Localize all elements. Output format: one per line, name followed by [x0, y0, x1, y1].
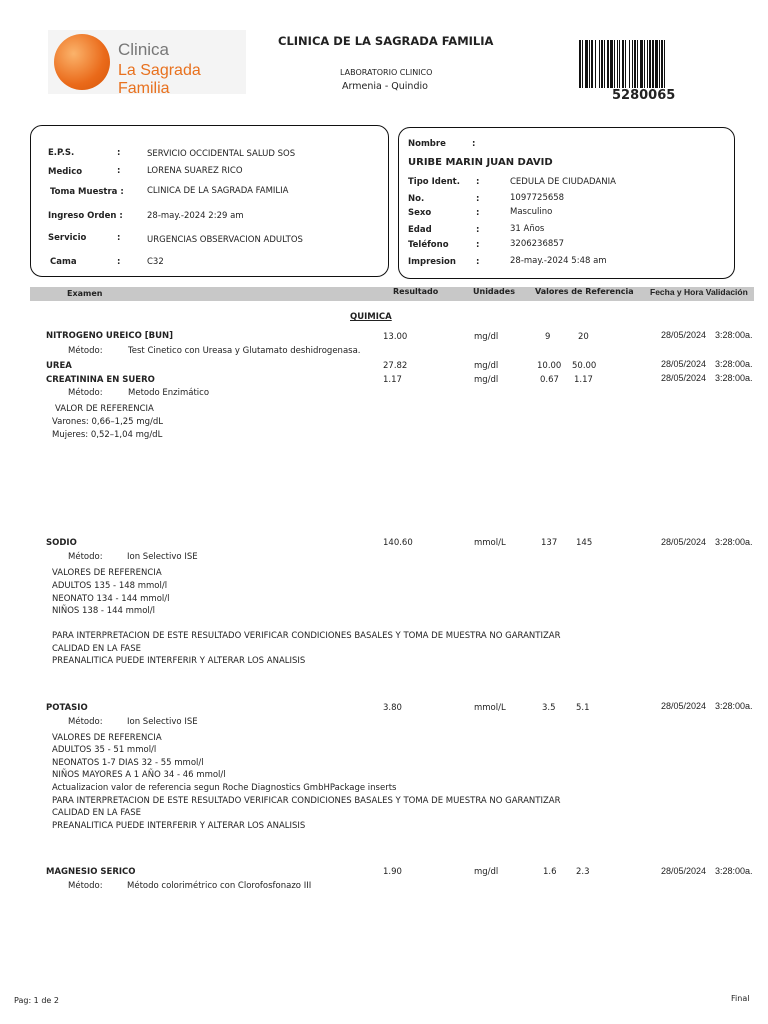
colon: :	[472, 139, 476, 149]
report-title: CLINICA DE LA SAGRADA FAMILIA	[278, 34, 494, 48]
test-crea-note: VALOR DE REFERENCIA	[55, 404, 154, 414]
test-sodio-note: VALORES DE REFERENCIA	[52, 568, 162, 578]
medico-label: Medico	[48, 167, 83, 177]
test-bun-result: 13.00	[383, 332, 408, 342]
eps-label: E.P.S.	[48, 148, 75, 158]
method-label: Método:	[68, 717, 103, 727]
test-bun-name: NITROGENO UREICO [BUN]	[46, 331, 174, 341]
lab-subtitle: LABORATORIO CLINICO	[340, 68, 433, 77]
test-bun-unit: mg/dl	[474, 332, 499, 342]
test-crea-date: 28/05/2024	[661, 373, 707, 383]
test-sodio-note: PREANALITICA PUEDE INTERFERIR Y ALTERAR LOS ANALISIS	[52, 656, 306, 666]
test-potasio-ref-high: 5.1	[576, 703, 590, 713]
test-sodio-ref-high: 145	[576, 538, 593, 548]
tipo-value: CEDULA DE CIUDADANIA	[510, 177, 616, 187]
tipo-label: Tipo Ident.	[408, 177, 460, 187]
test-urea-time: 3:28:00a.	[715, 359, 753, 369]
test-magnesio-method: Método colorimétrico con Clorofosfonazo III	[127, 881, 312, 891]
no-label: No.	[408, 194, 425, 204]
test-crea-ref-low: 0.67	[540, 375, 559, 385]
test-crea-note: Varones: 0,66–1,25 mg/dL	[52, 417, 163, 427]
colon: :	[476, 240, 480, 250]
method-label: Método:	[68, 552, 103, 562]
impresion-label: Impresion	[408, 257, 456, 267]
test-potasio-result: 3.80	[383, 703, 402, 713]
patient-name: URIBE MARIN JUAN DAVID	[408, 157, 553, 168]
section-quimica: QUIMICA	[350, 312, 392, 322]
colon: :	[476, 194, 480, 204]
test-magnesio-unit: mg/dl	[474, 867, 499, 877]
logo-line2: La Sagrada Familia	[118, 62, 201, 97]
test-potasio-note: CALIDAD EN LA FASE	[52, 808, 142, 818]
test-potasio-note: NEONATOS 1-7 DIAS 32 - 55 mmol/l	[52, 758, 204, 768]
test-bun-date: 28/05/2024	[661, 330, 707, 340]
test-sodio-unit: mmol/L	[474, 538, 506, 548]
colon: :	[476, 225, 480, 235]
ingreso-label: Ingreso Orden :	[48, 211, 123, 221]
barcode-number: 5280065	[612, 88, 676, 103]
test-bun-method: Test Cinetico con Ureasa y Glutamato deshidrogenasa.	[128, 346, 361, 356]
colon: :	[117, 233, 121, 243]
test-crea-time: 3:28:00a.	[715, 373, 753, 383]
col-examen: Examen	[67, 289, 103, 298]
test-crea-result: 1.17	[383, 375, 402, 385]
method-label: Método:	[68, 881, 103, 891]
toma-value: CLINICA DE LA SAGRADA FAMILIA	[147, 186, 289, 196]
impresion-value: 28-may.-2024 5:48 am	[510, 256, 607, 266]
test-sodio-note: NEONATO 134 - 144 mmol/l	[52, 594, 170, 604]
telefono-value: 3206236857	[510, 239, 565, 249]
ingreso-value: 28-may.-2024 2:29 am	[147, 211, 244, 221]
test-potasio-note: PREANALITICA PUEDE INTERFERIR Y ALTERAR LOS ANALISIS	[52, 821, 306, 831]
test-sodio-note: NIÑOS 138 - 144 mmol/l	[52, 606, 155, 616]
edad-value: 31 Años	[510, 224, 545, 234]
col-resultado: Resultado	[393, 287, 439, 296]
test-magnesio-date: 28/05/2024	[661, 866, 707, 876]
test-urea-date: 28/05/2024	[661, 359, 707, 369]
colon: :	[476, 257, 480, 267]
colon: :	[117, 166, 121, 176]
test-magnesio-ref-low: 1.6	[543, 867, 557, 877]
test-sodio-name: SODIO	[46, 538, 77, 548]
test-potasio-note: NIÑOS MAYORES A 1 AÑO 34 - 46 mmol/l	[52, 770, 226, 780]
test-potasio-note: VALORES DE REFERENCIA	[52, 733, 162, 743]
logo-line1: Clinica	[118, 40, 170, 59]
test-urea-result: 27.82	[383, 361, 408, 371]
test-bun-ref-high: 20	[578, 332, 589, 342]
test-sodio-ref-low: 137	[541, 538, 558, 548]
column-header-bar	[30, 287, 754, 301]
test-crea-note: Mujeres: 0,52–1,04 mg/dL	[52, 430, 163, 440]
test-potasio-date: 28/05/2024	[661, 701, 707, 711]
telefono-label: Teléfono	[408, 240, 449, 250]
test-magnesio-name: MAGNESIO SERICO	[46, 867, 136, 877]
report-status: Final	[731, 994, 750, 1003]
medico-value: LORENA SUAREZ RICO	[147, 166, 243, 176]
test-crea-unit: mg/dl	[474, 375, 499, 385]
test-potasio-note: Actualizacion valor de referencia segun Roche Diagnostics GmbHPackage inserts	[52, 783, 397, 793]
cama-label: Cama	[50, 257, 77, 267]
barcode-icon	[579, 40, 709, 88]
test-magnesio-time: 3:28:00a.	[715, 866, 753, 876]
cama-value: C32	[147, 257, 164, 267]
no-value: 1097725658	[510, 193, 565, 203]
colon: :	[476, 208, 480, 218]
method-label: Método:	[68, 346, 103, 356]
logo-emblem-icon	[54, 34, 110, 90]
colon: :	[117, 148, 121, 158]
test-potasio-name: POTASIO	[46, 703, 88, 713]
order-info-box	[30, 125, 389, 277]
colon: :	[117, 257, 121, 267]
test-urea-unit: mg/dl	[474, 361, 499, 371]
test-crea-name: CREATININA EN SUERO	[46, 375, 155, 385]
col-fecha: Fecha y Hora Validación	[650, 287, 748, 297]
test-urea-ref-high: 50.00	[572, 361, 597, 371]
test-bun-time: 3:28:00a.	[715, 330, 753, 340]
clinic-logo	[48, 30, 246, 97]
sexo-label: Sexo	[408, 208, 432, 218]
test-urea-name: UREA	[46, 361, 72, 371]
nombre-label: Nombre	[408, 139, 446, 149]
col-unidades: Unidades	[473, 287, 515, 296]
colon: :	[476, 177, 480, 187]
test-sodio-note: ADULTOS 135 - 148 mmol/l	[52, 581, 168, 591]
test-potasio-note: ADULTOS 35 - 51 mmol/l	[52, 745, 157, 755]
test-potasio-time: 3:28:00a.	[715, 701, 753, 711]
test-crea-ref-high: 1.17	[574, 375, 593, 385]
test-bun-ref-low: 9	[545, 332, 551, 342]
page-number: Pag: 1 de 2	[14, 996, 59, 1005]
test-sodio-note: PARA INTERPRETACION DE ESTE RESULTADO VERIFICAR CONDICIONES BASALES Y TOMA DE MUESTRA NO GARANTIZAR	[52, 631, 561, 641]
edad-label: Edad	[408, 225, 432, 235]
col-referencia: Valores de Referencia	[535, 287, 634, 296]
test-sodio-note: CALIDAD EN LA FASE	[52, 644, 142, 654]
test-magnesio-result: 1.90	[383, 867, 402, 877]
method-label: Método:	[68, 388, 103, 398]
test-magnesio-ref-high: 2.3	[576, 867, 590, 877]
test-urea-ref-low: 10.00	[537, 361, 562, 371]
test-sodio-date: 28/05/2024	[661, 537, 707, 547]
servicio-label: Servicio	[48, 233, 87, 243]
test-sodio-method: Ion Selectivo ISE	[127, 552, 198, 562]
test-potasio-method: Ion Selectivo ISE	[127, 717, 198, 727]
test-potasio-note: PARA INTERPRETACION DE ESTE RESULTADO VERIFICAR CONDICIONES BASALES Y TOMA DE MUESTRA NO GARANTIZAR	[52, 796, 561, 806]
lab-location: Armenia - Quindio	[342, 81, 428, 92]
sexo-value: Masculino	[510, 207, 553, 217]
eps-value: SERVICIO OCCIDENTAL SALUD SOS	[147, 149, 296, 159]
test-potasio-ref-low: 3.5	[542, 703, 556, 713]
test-crea-method: Metodo Enzimático	[128, 388, 210, 398]
test-potasio-unit: mmol/L	[474, 703, 506, 713]
test-sodio-result: 140.60	[383, 538, 413, 548]
toma-label: Toma Muestra :	[50, 187, 124, 197]
test-sodio-time: 3:28:00a.	[715, 537, 753, 547]
servicio-value: URGENCIAS OBSERVACION ADULTOS	[147, 235, 303, 245]
